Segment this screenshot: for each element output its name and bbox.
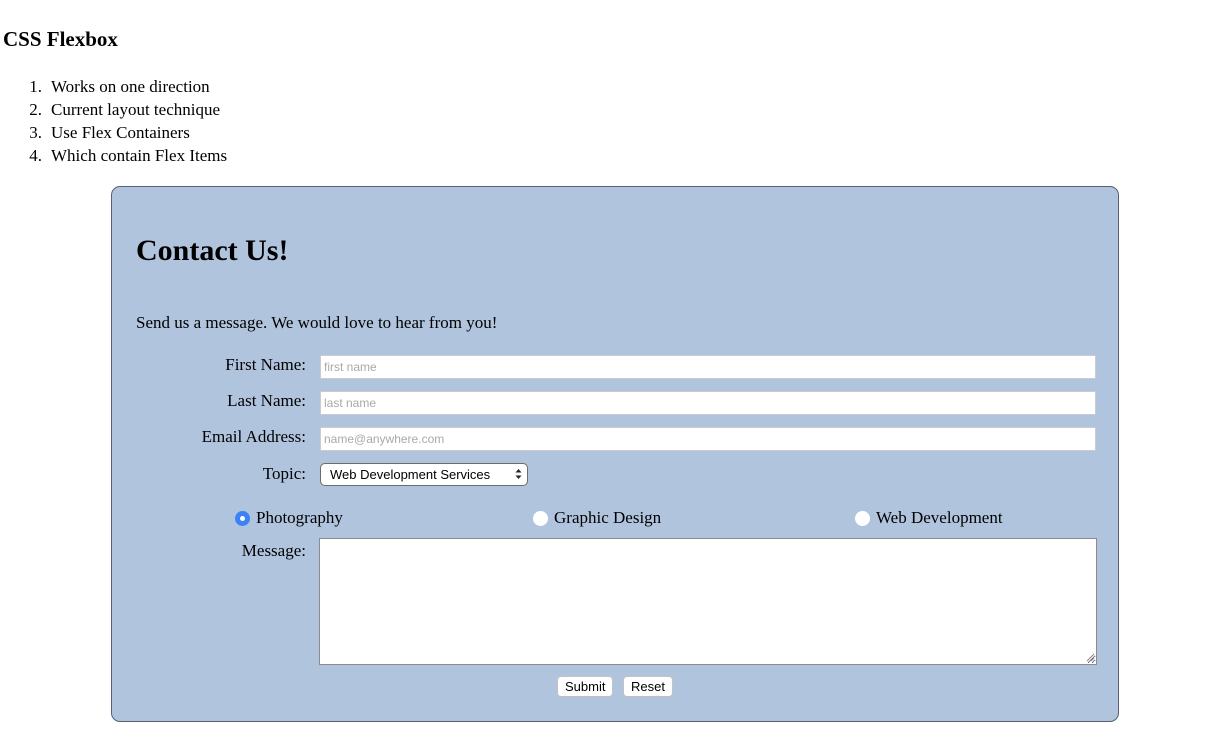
first-name-input[interactable] — [320, 355, 1096, 379]
last-name-input[interactable] — [320, 391, 1096, 415]
contact-intro-text: Send us a message. We would love to hear from you! — [136, 313, 498, 332]
message-label: Message: — [241, 541, 306, 560]
list-item — [0, 75, 227, 98]
list-item-text: Current layout technique — [51, 100, 221, 119]
first-name-label: First Name: — [225, 355, 306, 374]
email-input[interactable] — [320, 427, 1096, 451]
radio-unchecked-icon[interactable] — [533, 511, 548, 526]
chevron-updown-icon — [515, 467, 522, 481]
topic-select[interactable] — [320, 463, 528, 486]
list-item-number: 3. — [29, 123, 42, 142]
list-item — [0, 144, 227, 167]
resize-handle-icon[interactable] — [1086, 653, 1095, 662]
list-item-text: Use Flex Containers — [51, 123, 190, 142]
list-item-number: 2. — [29, 100, 42, 119]
list-item — [0, 98, 227, 121]
last-name-label: Last Name: — [227, 391, 306, 410]
contact-title: Contact Us! — [136, 234, 289, 267]
contact-form-panel — [111, 186, 1119, 722]
radio-label-graphic-design: Graphic Design — [554, 508, 662, 527]
reset-button[interactable]: Reset — [623, 676, 673, 697]
page-heading: CSS Flexbox — [3, 27, 118, 51]
radio-unchecked-icon[interactable] — [855, 511, 870, 526]
radio-label-web-development: Web Development — [876, 508, 1003, 527]
list-item-number: 4. — [29, 146, 42, 165]
radio-checked-icon[interactable] — [235, 511, 250, 526]
message-textarea[interactable] — [319, 538, 1097, 665]
radio-label-photography: Photography — [256, 508, 343, 527]
email-label: Email Address: — [201, 427, 306, 446]
topic-selected-value: Web Development Services — [330, 467, 491, 482]
list-item-text: Works on one direction — [51, 77, 210, 96]
topic-label: Topic: — [262, 464, 306, 483]
list-item — [0, 121, 227, 144]
list-item-text: Which contain Flex Items — [51, 146, 228, 165]
topic-list — [0, 75, 227, 167]
submit-button[interactable]: Submit — [557, 676, 613, 697]
list-item-number: 1. — [29, 77, 42, 96]
